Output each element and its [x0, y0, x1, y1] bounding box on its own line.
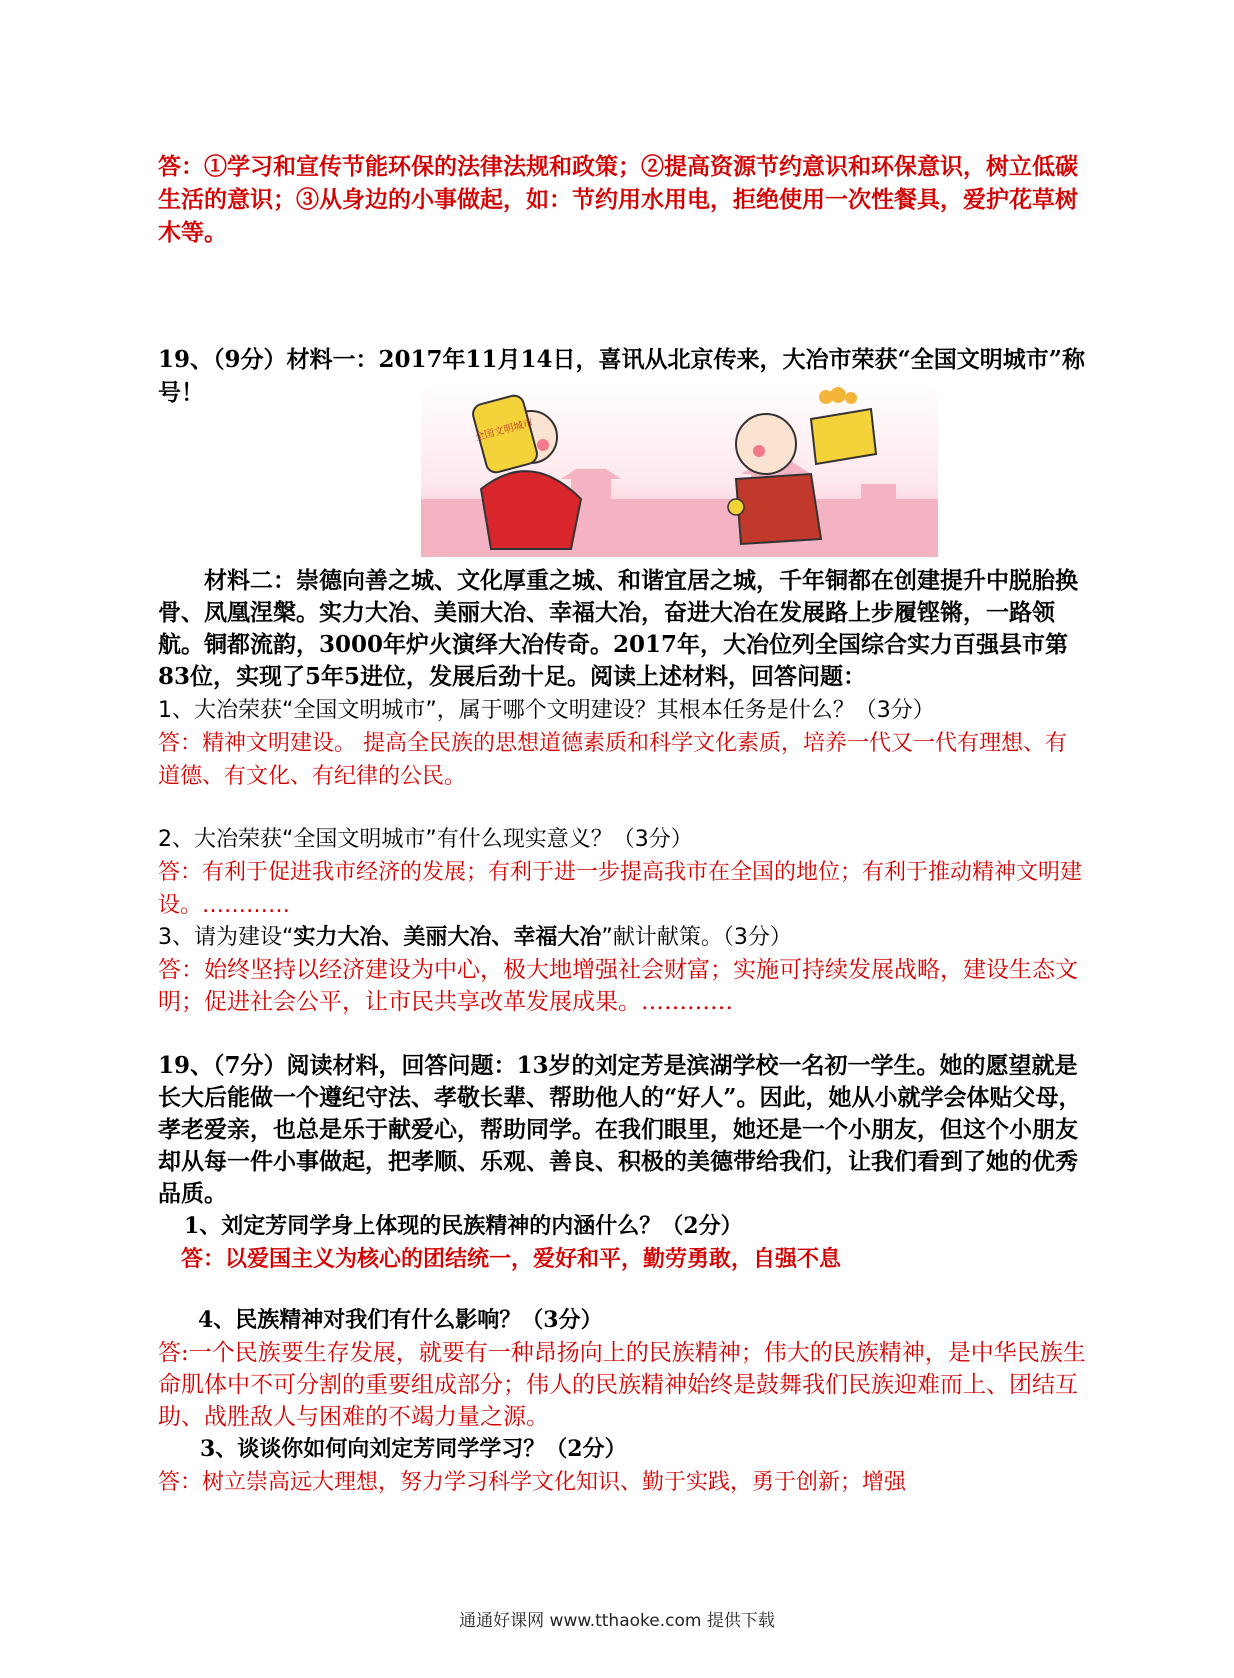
previous-answer: 答：①学习和宣传节能环保的法律法规和政策；②提高资源节约意识和环保意识，树立低碳生活的意识；③从身边的小事做起，如：节约用水用电，拒绝使用一次性餐具，爱护花草树木等。 — [158, 153, 1078, 246]
answer-19b-4: 答:一个民族要生存发展，就要有一种昂扬向上的民族精神；伟大的民族精神，是中华民族生命肌体中不可分割的重要组成部分；伟人的民族精神始终是鼓舞我们民族迎难而上、团结互助、战胜敌人与困难的不竭力量之源。 — [158, 1340, 1086, 1430]
question-19b-4: 4、民族精神对我们有什么影响？（3分） — [198, 1307, 603, 1333]
question-2: 2、大冶荣获“全国文明城市”有什么现实意义？（3分） — [158, 827, 693, 852]
question-19b-1: 1、刘定芳同学身上体现的民族精神的内涵什么？（2分） — [184, 1213, 743, 1239]
question-19b-intro: 19、（7分）阅读材料，回答问题：13岁的刘定芳是滨湖学校一名初一学生。她的愿望就是长大后能做一个遵纪守法、孝敬长辈、帮助他人的“好人”。因此，她从小就学会体贴父母，孝老爱亲，也总是乐于献爱心，帮助同学。在我们眼里，她还是一个小朋友，但这个小朋友却从每一件小事做起，把孝顺、乐观、善良、积极的美德带给我们，让我们看到了她的优秀品质。 — [158, 1052, 1082, 1207]
answer-19b-1: 答：以爱国主义为核心的团结统一，爱好和平，勤劳勇敢，自强不息 — [181, 1246, 842, 1272]
question-19b-3: 3、谈谈你如何向刘定芳同学学习？（2分） — [200, 1436, 627, 1462]
question-1: 1、大冶荣获“全国文明城市”，属于哪个文明建设？其根本任务是什么？（3分） — [158, 698, 935, 723]
page-footer: 通通好课网 www.tthaoke.com 提供下载 — [459, 1611, 775, 1631]
question-3-post: ”献计献策。（3分） — [601, 925, 792, 950]
civilized-city-illustration — [421, 379, 938, 557]
question-3-bold: 实力大冶、美丽大冶、幸福大冶 — [293, 925, 602, 950]
answer-3: 答：始终坚持以经济建设为中心，极大地增强社会财富；实施可持续发展战略，建设生态文明；促进社会公平，让市民共享改革发展成果。………… — [158, 957, 1078, 1015]
question-3-pre: 3、请为建设“ — [158, 925, 294, 950]
answer-19b-3: 答：树立崇高远大理想，努力学习科学文化知识、勤于实践，勇于创新；增强 — [158, 1470, 907, 1495]
answer-2: 答：有利于促进我市经济的发展；有利于进一步提高我市在全国的地位；有利于推动精神文明建设。………… — [158, 860, 1083, 918]
material-two: 材料二：崇德向善之城、文化厚重之城、和谐宜居之城，千年铜都在创建提升中脱胎换骨、凤凰涅槃。实力大冶、美丽大冶、幸福大冶，奋进大冶在发展路上步履铿锵，一路领航。铜都流韵，3000年炉火演绎大冶传奇。2017年，大冶位列全国综合实力百强县市第83位，实现了5年5进位，发展后劲十足。阅读上述材料，回答问题： — [158, 567, 1078, 690]
question-19-intro: 19、（9分）材料一：2017年11月14日，喜讯从北京传来，大冶市荣获“全国文明城市”称号！ — [158, 346, 1085, 406]
question-3 — [158, 921, 1088, 954]
scroll-label: 全国文明城市 — [473, 417, 535, 444]
answer-1: 答：精神文明建设。 提高全民族的思想道德素质和科学文化素质，培养一代又一代有理想、有道德、有文化、有纪律的公民。 — [158, 731, 1067, 789]
